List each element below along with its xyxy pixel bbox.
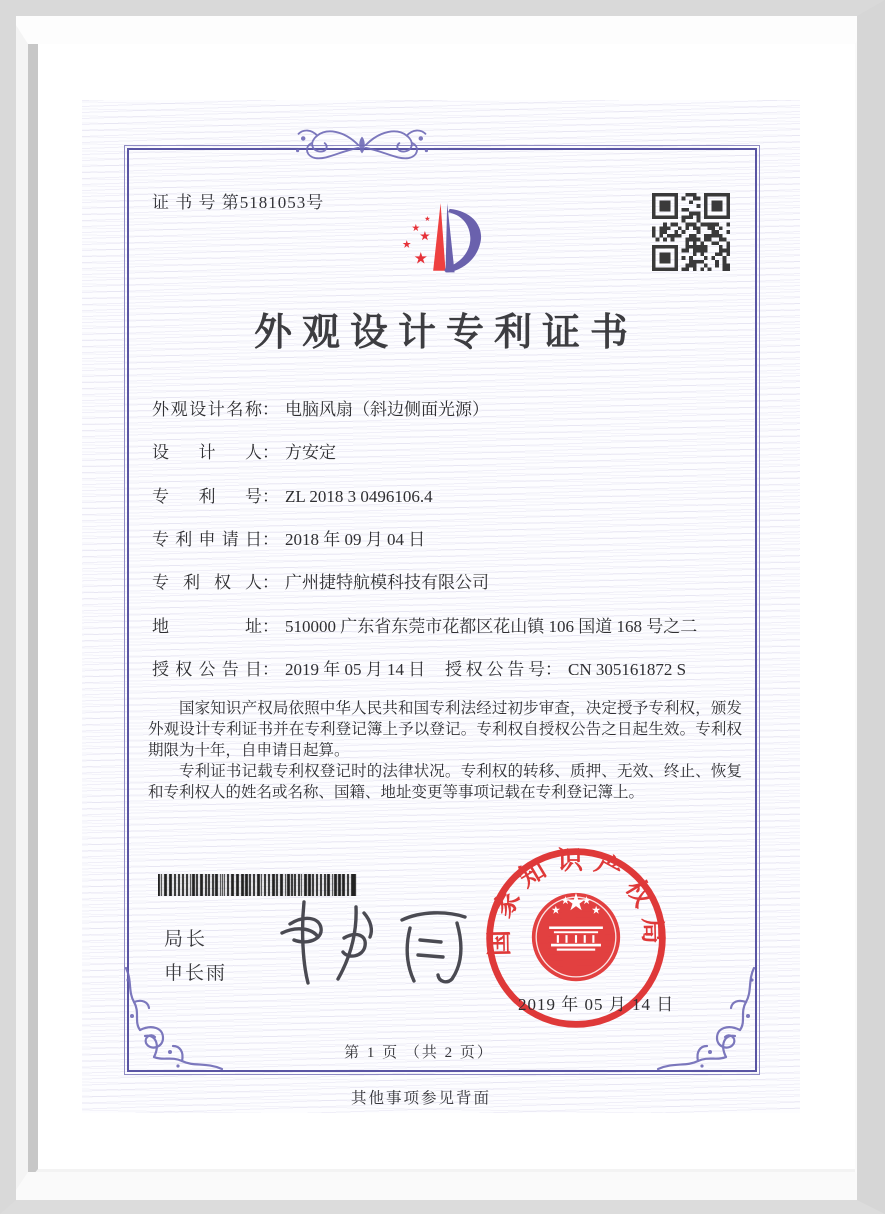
legal-paragraph: 专利证书记载专利权登记时的法律状况。专利权的转移、质押、无效、终止、恢复和专利权人的姓名或名称、国籍、地址变更等事项记载在专利登记簿上。	[148, 763, 742, 801]
certificate-page	[82, 100, 800, 1113]
director-title: 局长	[164, 929, 209, 950]
qr-code	[652, 193, 730, 271]
seal-text: 国家知识产权局	[484, 845, 668, 957]
field-grant-number: 授权公告号 ： CN 305161872 S	[445, 655, 686, 680]
certificate-title: 外观设计专利证书	[253, 312, 638, 354]
field-address: 地址 ： 510000 广东省东莞市花都区花山镇 106 国道 168 号之二	[152, 612, 697, 637]
legal-paragraph: 国家知识产权局依照中华人民共和国专利法经过初步审查，决定授予专利权，颁发外观设计专利证书并在专利登记簿上予以登记。专利权自授权公告之日起生效。专利权期限为十年，自申请日起算。	[148, 700, 742, 759]
page-indicator: 第 1 页 （共 2 页）	[344, 1045, 494, 1061]
field-grant-date: 授权公告日 ： 2019 年 05 月 14 日	[152, 655, 425, 680]
field-label: 外观设计名称	[152, 400, 262, 419]
field-label: 地址	[152, 617, 262, 636]
legal-text	[148, 698, 742, 803]
field-value: 510000 广东省东莞市花都区花山镇 106 国道 168 号之二	[285, 617, 698, 636]
field-value: 方安定	[285, 443, 336, 462]
field-label: 专利号	[152, 487, 262, 506]
field-value: 电脑风扇（斜边侧面光源）	[285, 400, 489, 419]
seal-date: 2019 年 05 月 14 日	[518, 995, 675, 1014]
handwritten-signature-icon	[260, 886, 495, 991]
field-label: 设计人	[152, 443, 262, 462]
field-label: 专利申请日	[152, 530, 262, 549]
field-patent-number: 专利号 ： ZL 2018 3 0496106.4	[152, 482, 433, 507]
field-value: 2019 年 05 月 14 日	[285, 660, 426, 679]
director-name: 申长雨	[164, 963, 228, 984]
field-filing-date: 专利申请日 ： 2018 年 09 月 04 日	[152, 525, 425, 550]
field-value: 2018 年 09 月 04 日	[285, 530, 426, 549]
field-designer: 设计人 ： 方安定	[152, 438, 336, 463]
certificate-number: 证 书 号 第5181053号	[152, 193, 325, 212]
field-label: 授权公告号	[445, 660, 545, 679]
field-label: 授权公告日	[152, 660, 262, 679]
field-value: ZL 2018 3 0496106.4	[285, 487, 433, 506]
field-label: 专利权人	[152, 573, 262, 592]
field-value: CN 305161872 S	[568, 660, 687, 679]
cnipa-logo-icon	[382, 190, 514, 288]
back-note: 其他事项参见背面	[350, 1090, 491, 1107]
field-design-name: 外观设计名称 ： 电脑风扇（斜边侧面光源）	[152, 395, 489, 420]
field-value: 广州捷特航模科技有限公司	[285, 573, 489, 592]
national-emblem-icon	[532, 893, 620, 981]
field-patentee: 专利权人 ： 广州捷特航模科技有限公司	[152, 568, 489, 593]
